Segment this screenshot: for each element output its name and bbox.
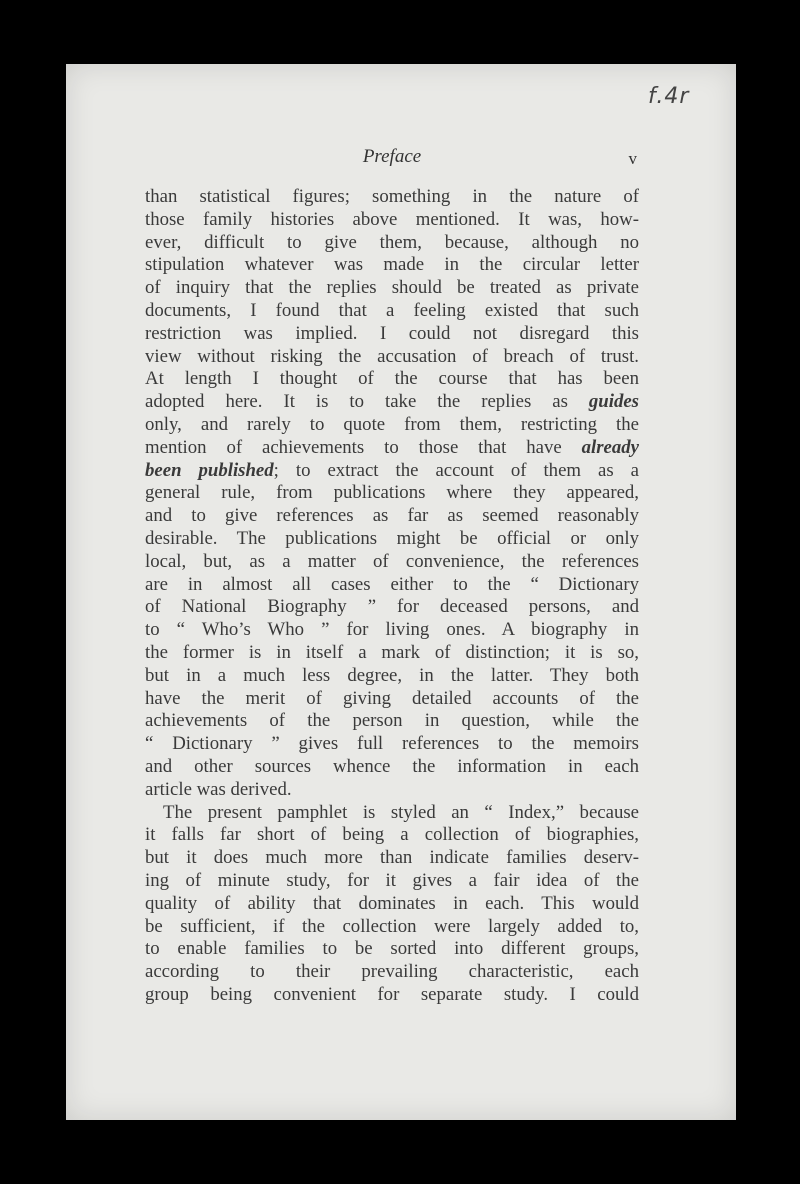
text-line: article was derived. xyxy=(145,778,292,800)
running-title: Preface xyxy=(362,146,422,167)
text-line: stipulation whatever was made in the circular letter xyxy=(145,254,639,276)
italic-guides: guides xyxy=(588,391,639,413)
text-line: view without risking the accusation of breach of trust. xyxy=(145,345,639,367)
text-line: and other sources whence the information in each xyxy=(145,755,639,777)
text-line: local, but, as a matter of convenience, the references xyxy=(145,550,639,572)
text-line: general rule, from publications where they appeared, xyxy=(145,482,639,504)
text-line xyxy=(145,437,639,460)
text-line: but in a much less degree, in the latter. They both xyxy=(145,664,639,686)
body-text xyxy=(145,186,639,1007)
text-line: and to give references as far as seemed reasonably xyxy=(145,505,639,527)
text-line: than statistical figures; something in the nature of xyxy=(145,186,639,207)
text-line: to “ Who’s Who ” for living ones. A biography in xyxy=(145,619,639,641)
text-line: but it does much more than indicate families deserv- xyxy=(145,847,639,869)
text-line: restriction was implied. I could not disregard this xyxy=(145,322,639,344)
text-line: according to their prevailing characteristic, each xyxy=(145,961,639,983)
text-line: are in almost all cases either to the “ Dictionary xyxy=(145,573,639,595)
text-line xyxy=(145,391,639,414)
text-line: be sufficient, if the collection were largely added to, xyxy=(145,915,639,937)
italic-been-published: been published xyxy=(145,459,274,481)
italic-already: already xyxy=(581,436,639,458)
text-line: quality of ability that dominates in each. This would xyxy=(145,892,639,914)
text-line: “ Dictionary ” gives full references to the memoirs xyxy=(145,733,639,755)
text-line: of National Biography ” for deceased persons, and xyxy=(145,596,639,618)
text-line: of inquiry that the replies should be treated as private xyxy=(145,277,639,299)
text-span: mention of achievements to those that have xyxy=(145,436,562,458)
text-span: adopted here. It is to take the replies as xyxy=(145,391,568,413)
text-line: ing of minute study, for it gives a fair idea of the xyxy=(145,869,639,891)
text-line: ever, difficult to give them, because, although no xyxy=(145,231,639,253)
running-head xyxy=(145,146,639,172)
text-line: desirable. The publications might be official or only xyxy=(145,527,639,549)
text-line: The present pamphlet is styled an “ Index,” because xyxy=(163,801,639,823)
text-line: only, and rarely to quote from them, restricting the xyxy=(145,413,639,435)
text-line: those family histories above mentioned. It was, how- xyxy=(145,208,639,230)
text-line: achievements of the person in question, while the xyxy=(145,710,639,732)
text-line: to enable families to be sorted into different groups, xyxy=(145,938,639,960)
text-line: it falls far short of being a collection of biographies, xyxy=(145,824,639,846)
text-line xyxy=(145,460,639,483)
handwritten-folio-note: f.4r xyxy=(648,84,690,109)
text-line: At length I thought of the course that has been xyxy=(145,368,639,390)
text-line: the former is in itself a mark of distinction; it is so, xyxy=(145,641,639,663)
text-line: documents, I found that a feeling existed that such xyxy=(145,299,639,321)
page-number: v xyxy=(628,149,637,168)
text-line: group being convenient for separate study. I could xyxy=(145,983,639,1005)
text-span: ; to extract the account of them as a xyxy=(273,459,639,481)
text-line: have the merit of giving detailed accounts of the xyxy=(145,687,639,709)
